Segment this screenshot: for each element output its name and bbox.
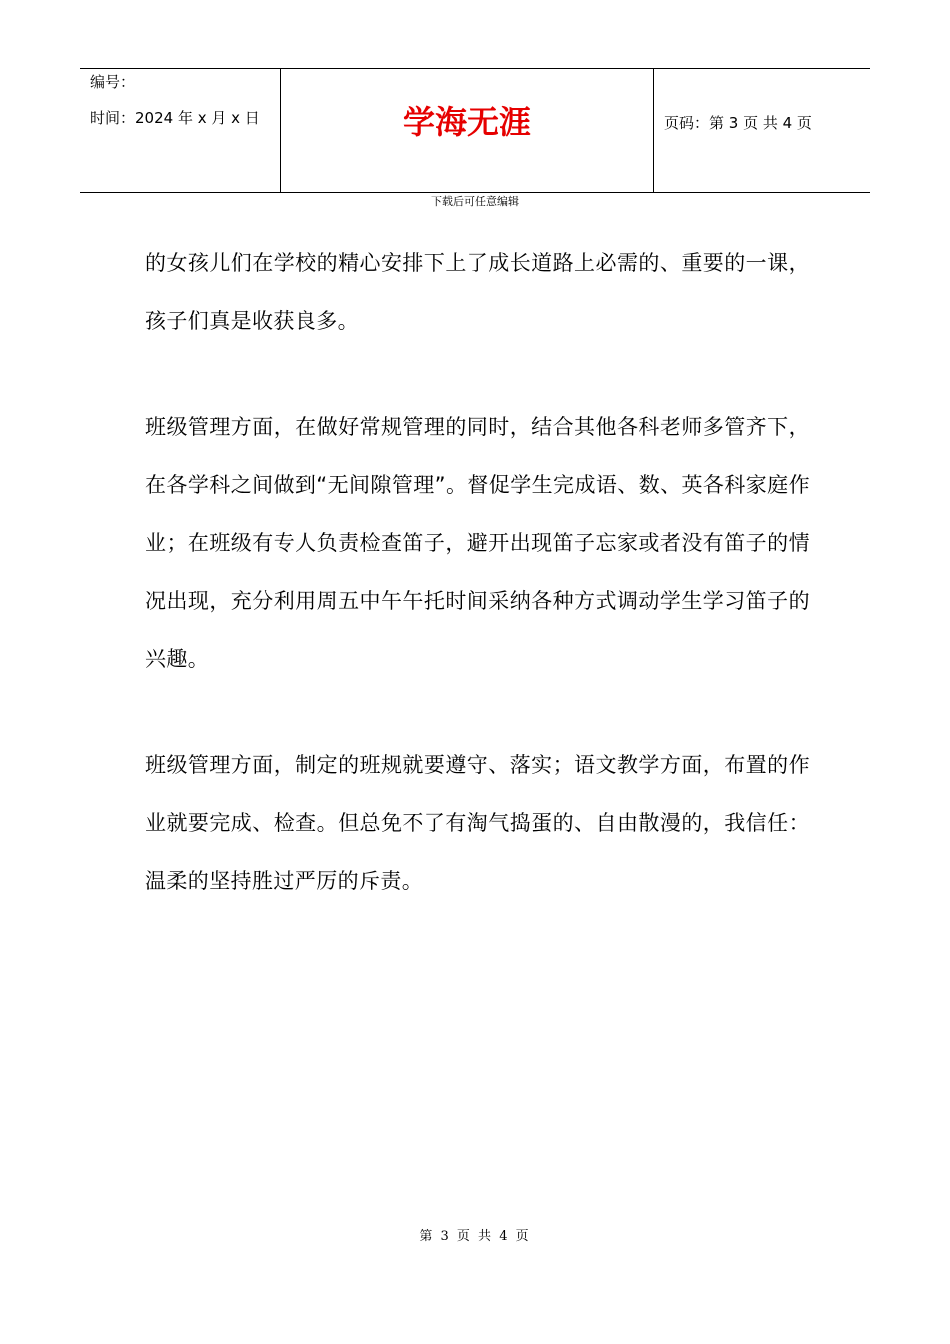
serial-number-label: 编号：	[90, 73, 136, 91]
page-code-label: 页码：第 3 页 共 4 页	[664, 114, 812, 132]
header-brand-cell	[281, 69, 654, 192]
document-header	[80, 68, 870, 193]
header-info-cell	[80, 69, 281, 192]
brand-title: 学海无涯	[402, 103, 531, 141]
page-footer: 第 3 页 共 4 页	[419, 1229, 531, 1244]
body-paragraph-1: 的女孩儿们在学校的精心安排下上了成长道路上必需的、重要的一课，孩子们真是收获良多。	[145, 251, 810, 333]
document-body	[145, 234, 810, 910]
date-label: 时间：2024 年 x 月 x 日	[90, 109, 260, 127]
edit-note: 下载后可任意编辑	[431, 195, 519, 208]
body-paragraph-2: 班级管理方面，在做好常规管理的同时，结合其他各科老师多管齐下，在各学科之间做到“无间隙管理”。督促学生完成语、数、英各科家庭作业；在班级有专人负责检查笛子，避开出现笛子忘家或者没有笛子的情况出现，充分利用周五中午午托时间采纳各种方式调动学生学习笛子的兴趣。	[145, 415, 810, 671]
body-paragraph-3: 班级管理方面，制定的班规就要遵守、落实；语文教学方面，布置的作业就要完成、检查。但总免不了有淘气捣蛋的、自由散漫的，我信任：温柔的坚持胜过严厉的斥责。	[145, 753, 810, 893]
header-page-cell	[654, 69, 870, 192]
